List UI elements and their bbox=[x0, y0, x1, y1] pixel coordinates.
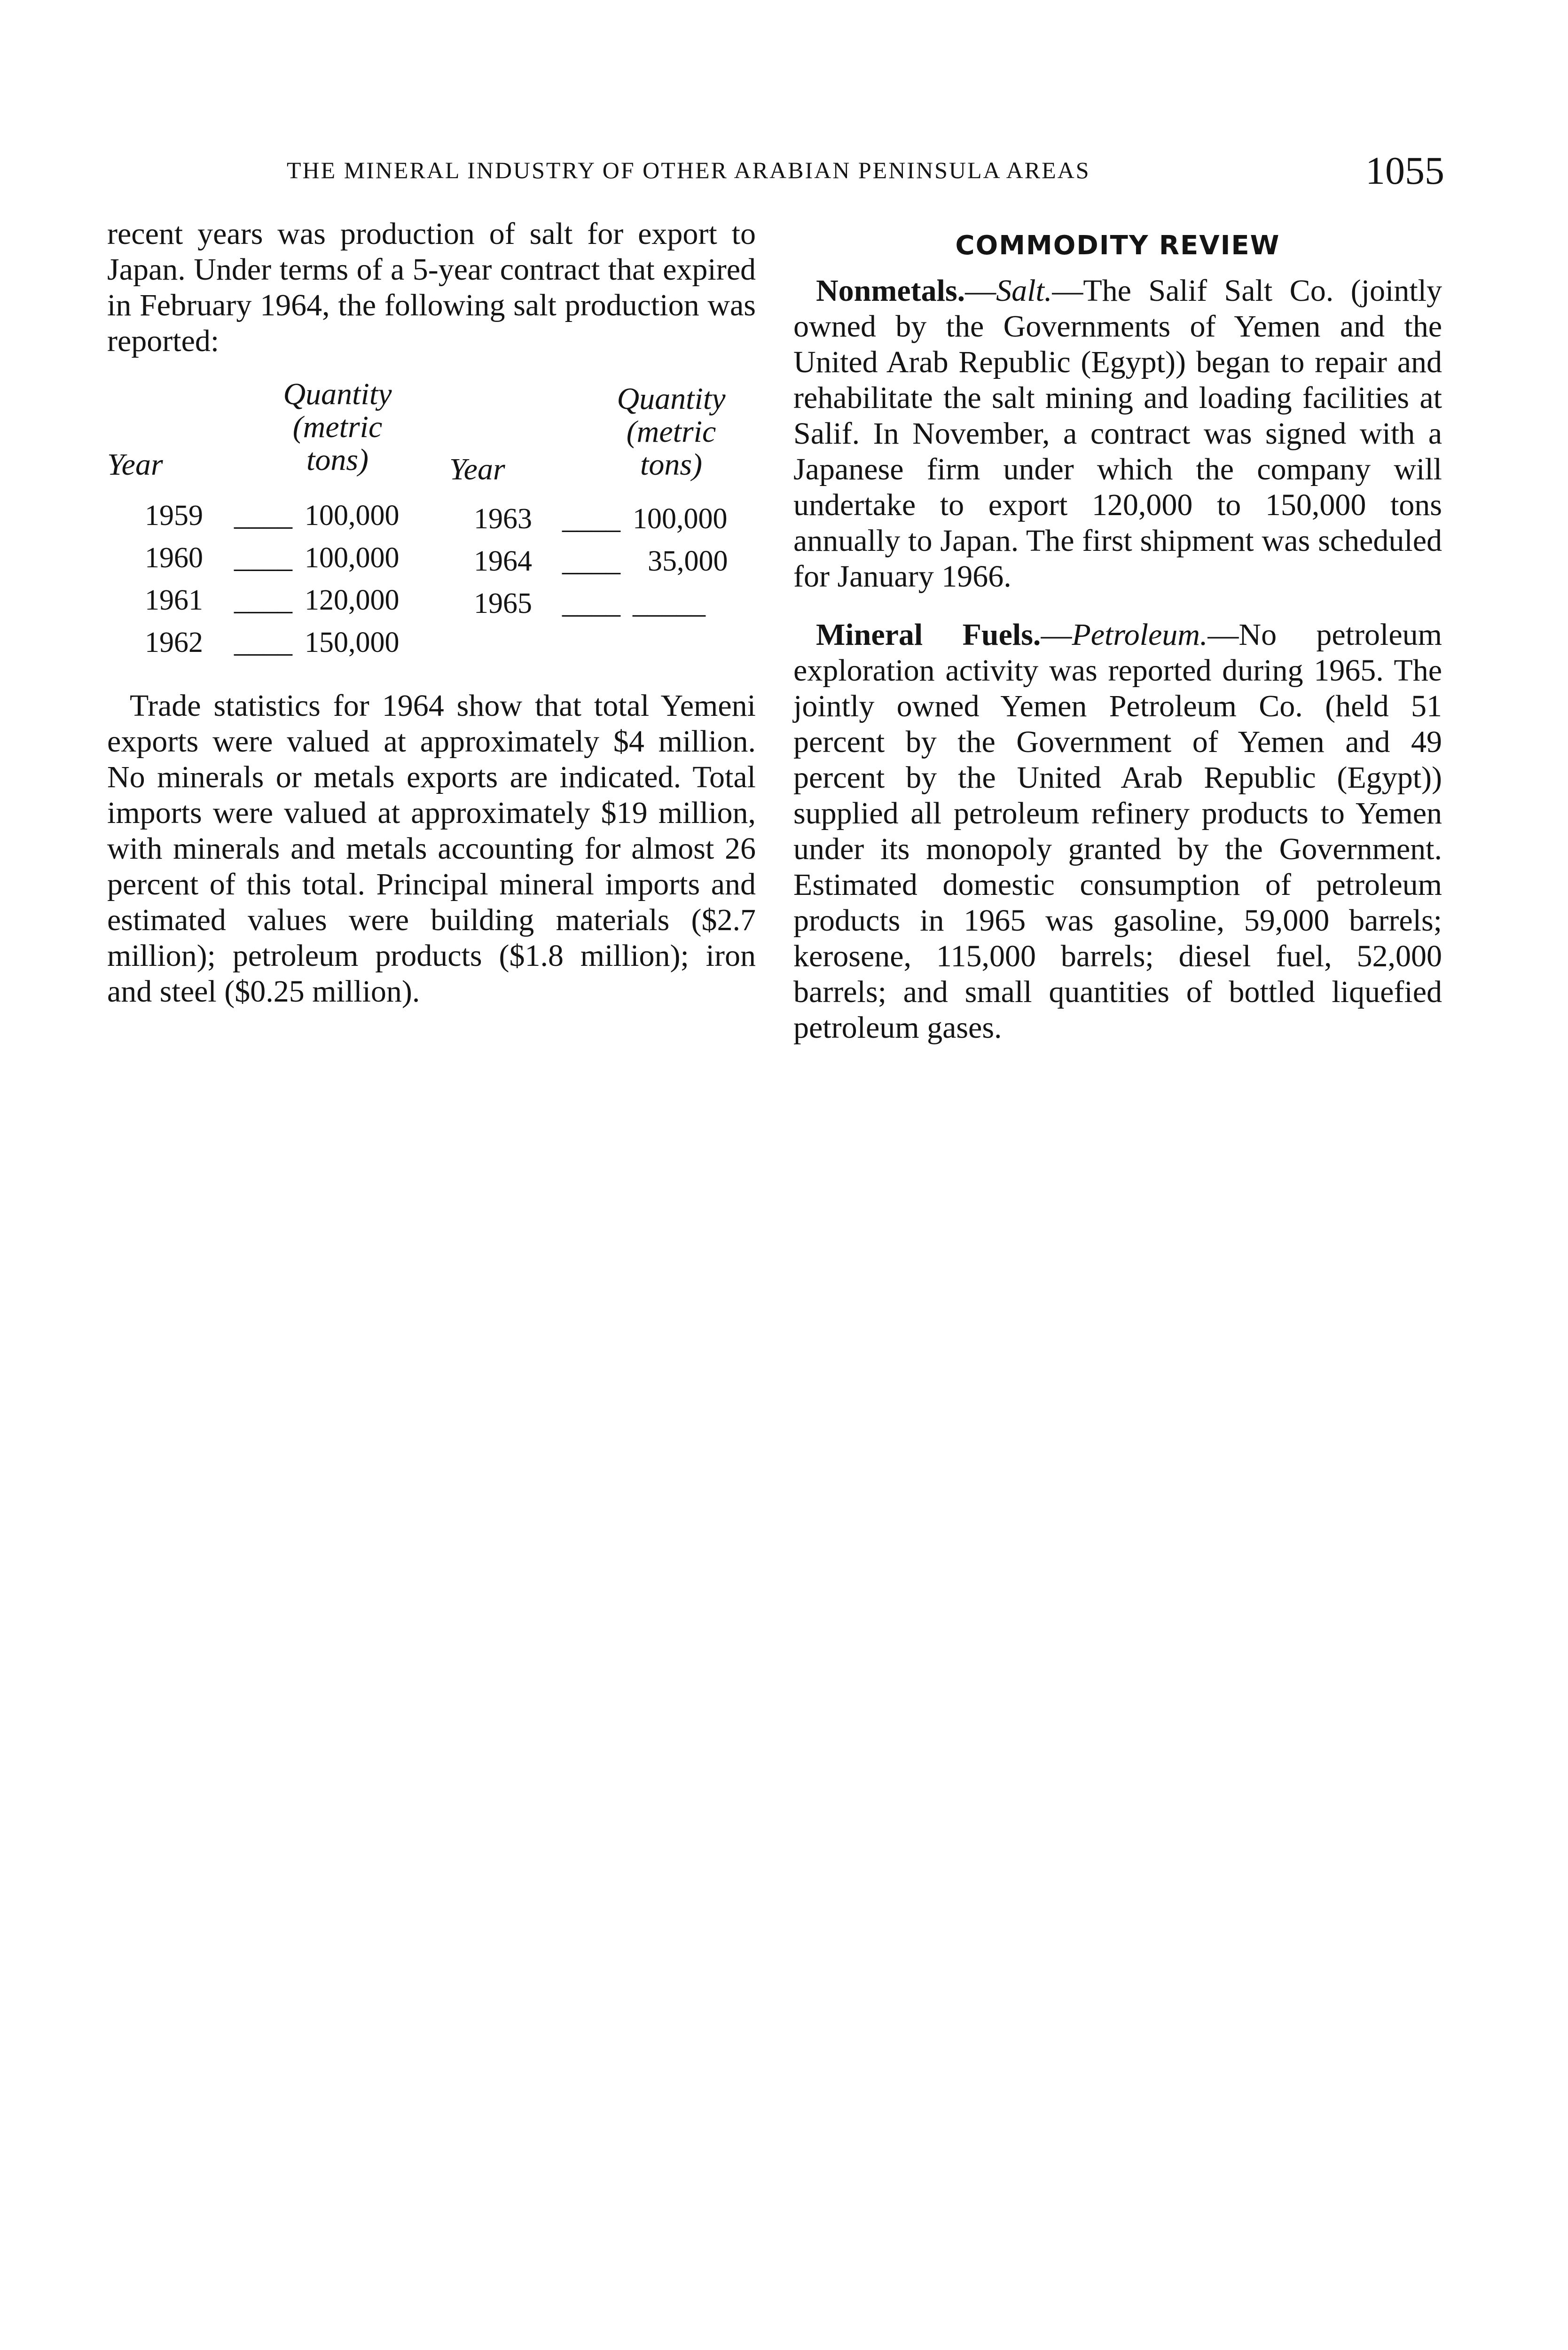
table-leader: ____ bbox=[562, 588, 620, 619]
table-value: 100,000 bbox=[305, 500, 400, 532]
quantity-header-right bbox=[601, 383, 742, 481]
table-leader: ____ bbox=[562, 503, 620, 535]
fuels-paragraph bbox=[793, 617, 1442, 1046]
salt-production-table bbox=[107, 377, 756, 658]
table-value: 120,000 bbox=[305, 584, 400, 616]
em-dash: — bbox=[1041, 618, 1072, 652]
table-value: _____ bbox=[633, 588, 706, 619]
running-head: THE MINERAL INDUSTRY OF OTHER ARABIAN PENINSULA AREAS bbox=[287, 157, 1090, 183]
page-number: 1055 bbox=[1365, 149, 1444, 193]
table-value: 150,000 bbox=[305, 627, 400, 658]
quantity-header-line: tons) bbox=[640, 447, 702, 482]
subheading: Petroleum. bbox=[1072, 618, 1208, 652]
trade-paragraph: Trade statistics for 1964 show that total Yemeni exports were valued at approximately $4 million. No minerals or metals exports are indicated. Total imports were valued at approximately $19 million, with minerals and metals accounting for almost 26 percent of this total. Principal mineral imports and estimated values were building materials ($2.7 million); petroleum products ($1.8 million); iron and steel ($0.25 million). bbox=[107, 689, 756, 1009]
runin-heading: Mineral Fuels. bbox=[816, 618, 1041, 652]
nonmetals-paragraph bbox=[793, 273, 1442, 595]
intro-paragraph: recent years was production of salt for export to Japan. Under terms of a 5-year contract that expired in February 1964, the following salt production was reported: bbox=[107, 217, 756, 358]
table-year: 1963 bbox=[474, 503, 532, 535]
page-header bbox=[0, 148, 1568, 204]
section-title: COMMODITY REVIEW bbox=[955, 230, 1280, 261]
em-dash: — bbox=[1052, 274, 1083, 308]
table-leader: ____ bbox=[562, 545, 620, 577]
table-value: 100,000 bbox=[633, 503, 728, 535]
subheading: Salt. bbox=[996, 274, 1052, 308]
table-leader: ____ bbox=[234, 500, 292, 532]
table-leader: ____ bbox=[234, 542, 292, 574]
table-year: 1965 bbox=[474, 588, 532, 619]
quantity-header-line: Quantity bbox=[283, 377, 392, 411]
table-year: 1964 bbox=[474, 545, 532, 577]
table-value: 100,000 bbox=[305, 542, 400, 574]
table-leader: ____ bbox=[234, 627, 292, 658]
quantity-header-line: (metric bbox=[626, 415, 716, 449]
paragraph-text: The Salif Salt Co. (jointly owned by the Governments of Yemen and the United Arab Republic (Egypt)) began to repair and rehabilitate the salt mining and loading facilities at Salif. In November, a contract was signed with a Japanese firm under which the company will undertake to export 120,000 to 150,000 tons annually to Japan. The first shipment was scheduled for January 1966. bbox=[793, 274, 1442, 594]
table-year: 1961 bbox=[145, 584, 203, 616]
paragraph-text: No petroleum exploration activity was reported during 1965. The jointly owned Yemen Petroleum Co. (held 51 percent by the Government of Yemen and 49 percent by the United Arab Republic (Egypt)) supplied all petroleum refinery products to Yemen under its monopoly granted by the Government. Estimated domestic consumption of petroleum products in 1965 was gasoline, 59,000 barrels; kerosene, 115,000 barrels; diesel fuel, 52,000 barrels; and small quantities of bottled liquefied petroleum gases. bbox=[793, 618, 1442, 1045]
year-header-left: Year bbox=[107, 447, 163, 482]
quantity-header-line: Quantity bbox=[617, 382, 726, 416]
table-year: 1960 bbox=[145, 542, 203, 574]
table-year: 1962 bbox=[145, 627, 203, 658]
table-year: 1959 bbox=[145, 500, 203, 532]
quantity-header-line: tons) bbox=[306, 443, 368, 477]
em-dash: — bbox=[1207, 618, 1239, 652]
right-column bbox=[793, 228, 1442, 1046]
runin-heading: Nonmetals. bbox=[816, 274, 965, 308]
quantity-header-left bbox=[267, 378, 408, 477]
em-dash: — bbox=[965, 274, 996, 308]
left-column bbox=[107, 216, 756, 1010]
table-value: 35,000 bbox=[648, 545, 728, 577]
year-header-right: Year bbox=[449, 452, 505, 486]
table-leader: ____ bbox=[234, 584, 292, 616]
quantity-header-line: (metric bbox=[292, 410, 383, 444]
